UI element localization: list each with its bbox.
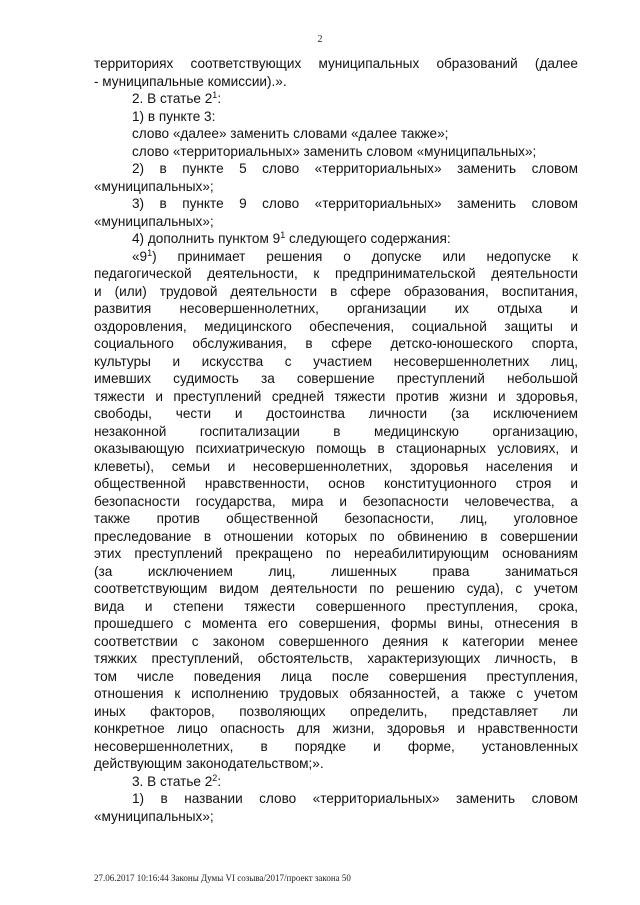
text-line [94,423,578,441]
text-line [94,755,578,773]
text-line-main: незаконной госпитализации в медицинскую организацию, [94,423,578,439]
page-number: 2 [317,34,323,45]
text-line-main: прошедшего с момента его совершения, формы вины, отнесения в [94,616,578,631]
text-line-main: соответствии с законом совершенного деяния к категории менее [94,633,578,649]
text-line-main: свободы, чести и достоинства личности (за исключением [94,406,578,421]
text-line-main: действующим законодательством;». [94,756,324,771]
text-line [94,458,578,476]
text-line [94,283,578,301]
superscript: 1 [147,247,153,258]
text-line-main: соответствующим видом деятельности по решению суда), с учетом [94,581,578,596]
text-line [94,143,578,161]
text-line-main: вида и степени тяжести совершенного преступления, срока, [94,598,578,614]
text-line [94,633,578,651]
text-line-main: «муниципальных»; [94,808,214,824]
footer-stamp: 27.06.2017 10:16:44 Законы Думы VI созыва/2017/проект закона 50 [94,873,351,883]
text-line [94,265,578,283]
text-line [94,685,578,703]
text-line-main: - муниципальные комиссии).». [94,73,287,89]
text-line [94,738,578,756]
text-line [94,510,578,528]
text-line-main: том числе поведения лица после совершения преступления, [94,668,578,684]
text-line [94,388,578,406]
text-line [94,230,578,248]
text-line-main: 3) в пункте 9 слово «территориальных» заменить словом [132,196,578,211]
text-line-main: тяжести и преступлений средней тяжести против жизни и здоровья, [94,388,578,404]
text-line [94,318,578,336]
text-line [94,528,578,546]
document-body [94,55,578,825]
text-line-main: 2. В статье 2 [132,91,213,106]
text-line-main: слово «территориальных» заменить словом «муниципальных»; [132,143,537,159]
text-line-main: также против общественной безопасности, лиц, уголовное [94,511,578,526]
text-line-main: «муниципальных»; [94,178,214,194]
text-line-main: территориях соответствующих муниципальных образований (далее [94,56,578,71]
superscript: 1 [280,230,286,240]
text-line-main: 3. В статье 2 [132,773,213,789]
text-line [94,668,578,686]
text-line-main: клеветы), семьи и несовершеннолетних, здоровья населения и [94,458,578,474]
text-line-main: иных факторов, позволяющих определить, представляет ли [94,703,578,719]
text-line [94,405,578,423]
text-line-main: несовершеннолетних, в порядке и форме, установленных [94,738,578,754]
text-line-main: безопасности государства, мира и безопасности человечества, а [94,493,578,509]
text-line [94,108,578,126]
text-line [94,790,578,808]
text-line-main: педагогической деятельности, к предпринимательской деятельности [94,266,578,281]
text-line [94,335,578,353]
text-line-main: общественной нравственности, основ конституционного строя и [94,476,578,491]
text-line [94,650,578,668]
text-line-main: отношения к исполнению трудовых обязанностей, а также с учетом [94,686,578,701]
text-line-main: и (или) трудовой деятельности в сфере образования, воспитания, [94,283,578,299]
text-line [94,300,578,318]
text-line-main: 4) дополнить пунктом 9 [132,231,281,246]
text-line [94,493,578,511]
text-line [94,475,578,493]
text-line-main: оказывающую психиатрическую помощь в стационарных условиях, и [94,441,578,456]
superscript: 1 [212,90,218,100]
text-line [94,703,578,721]
text-line-main: культуры и искусства с участием несовершеннолетних лиц, [94,353,578,369]
text-line-main: преследование в отношении которых по обвинению в совершении [94,528,578,544]
text-line [94,160,578,178]
text-line [94,598,578,616]
text-line [94,370,578,388]
text-line [94,720,578,738]
text-line-main: «муниципальных»; [94,213,214,229]
text-line [94,808,578,826]
text-line [94,90,578,108]
text-line-main: оздоровления, медицинского обеспечения, социальной защиты и [94,318,578,334]
text-line [94,248,578,266]
text-line-main: этих преступлений прекращено по нереабилитирующим основаниям [94,546,578,561]
text-line [94,563,578,581]
text-line-main: 2) в пункте 5 слово «территориальных» заменить словом [132,161,578,176]
text-line [94,580,578,598]
text-line [94,73,578,91]
text-line [94,545,578,563]
text-line [94,125,578,143]
text-line [94,178,578,196]
text-line-main: тяжких преступлений, обстоятельств, характеризующих личность, в [94,651,578,666]
text-line [94,773,578,791]
text-line [94,440,578,458]
text-line [94,353,578,371]
text-line-main: (за исключением лиц, лишенных права заниматься [94,563,578,579]
text-line [94,615,578,633]
text-line-continuation: следующего содержания: [285,231,451,246]
text-line-main: 1) в названии слово «территориальных» заменить словом [132,791,578,806]
text-line-main: социального обслуживания, в сфере детско-юношеского спорта, [94,336,578,351]
text-line-continuation: : [217,91,222,106]
text-line [94,55,578,73]
text-line-continuation: : [217,773,222,789]
superscript: 2 [212,772,218,783]
text-line [94,213,578,231]
text-line-main: развития несовершеннолетних, организации их отдыха и [94,301,578,316]
text-line-main: слово «далее» заменить словами «далее также»; [132,126,449,141]
text-line-continuation: ) принимает решения о допуске или недопуске к [152,248,578,264]
text-line-main: «9 [132,248,148,264]
text-line-main: имевших судимость за совершение преступлений небольшой [94,371,578,386]
text-line-main: 1) в пункте 3: [132,108,216,124]
text-line-main: конкретное лицо опасность для жизни, здоровья и нравственности [94,721,578,736]
text-line [94,195,578,213]
